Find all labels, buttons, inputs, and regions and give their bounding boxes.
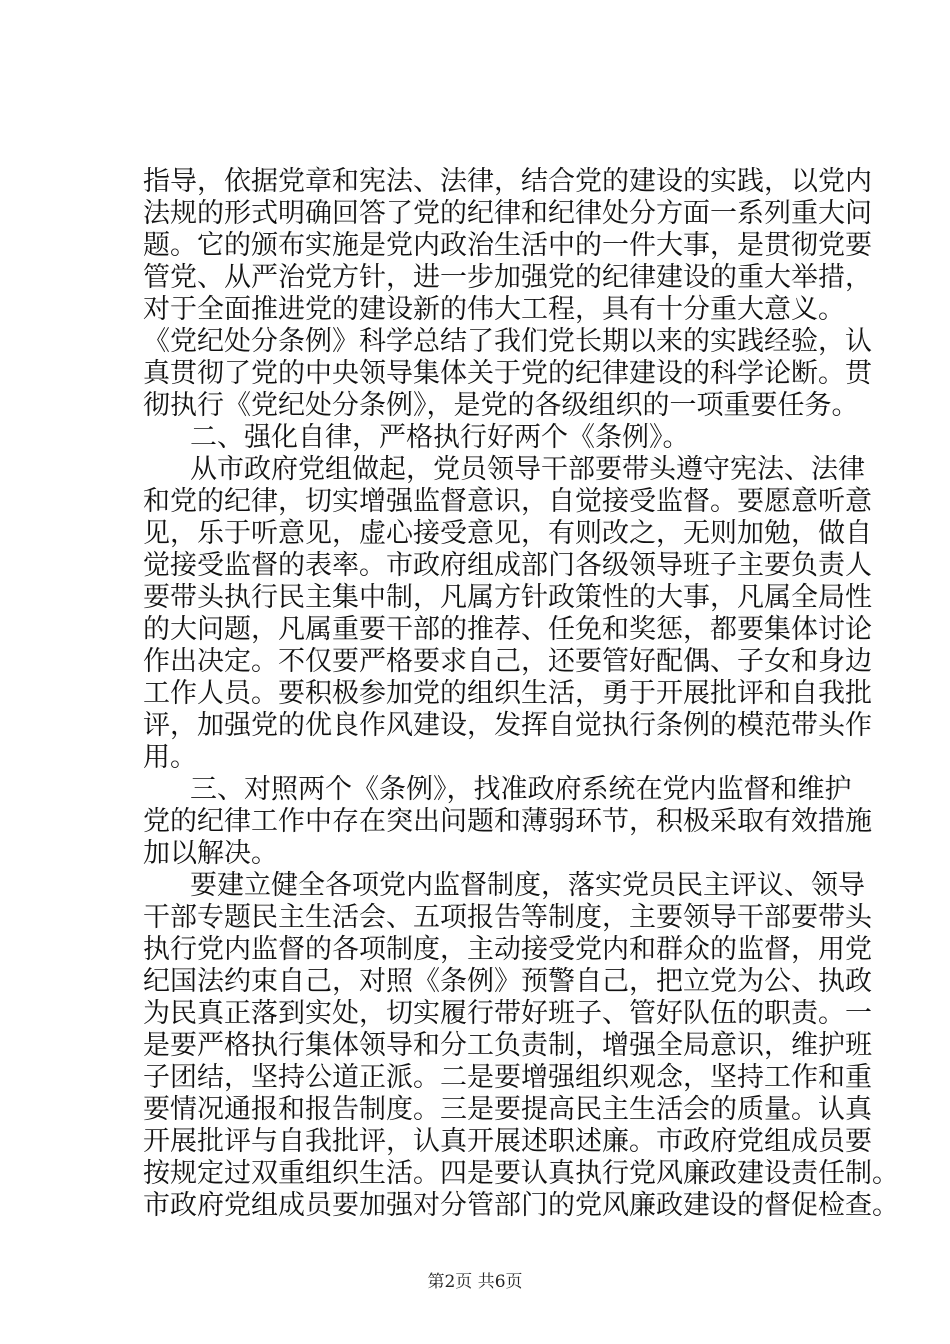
text-line: 彻执行《党纪处分条例》，是党的各级组织的一项重要任务。 — [143, 390, 859, 421]
text-line: 评，加强党的优良作风建设，发挥自觉执行条例的模范带头作 — [143, 710, 872, 741]
text-line: 为民真正落到实处，切实履行带好班子、管好队伍的职责。一 — [143, 998, 872, 1029]
text-line: 对于全面推进党的建设新的伟大工程，具有十分重大意义。 — [143, 294, 845, 325]
text-line: 从市政府党组做起，党员领导干部要带头遵守宪法、法律 — [190, 454, 865, 485]
text-line: 按规定过双重组织生活。四是要认真执行党风廉政建设责任制。 — [143, 1158, 899, 1189]
text-line: 干部专题民主生活会、五项报告等制度，主要领导干部要带头 — [143, 902, 872, 933]
text-line: 指导，依据党章和宪法、法律，结合党的建设的实践，以党内 — [143, 166, 872, 197]
section-heading: 二、强化自律，严格执行好两个《条例》。 — [190, 422, 690, 453]
text-line: 见，乐于听意见，虚心接受意见，有则改之，无则加勉，做自 — [143, 518, 872, 549]
text-line: 子团结，坚持公道正派。二是要增强组织观念，坚持工作和重 — [143, 1062, 872, 1093]
text-line: 开展批评与自我批评，认真开展述职述廉。市政府党组成员要 — [143, 1126, 872, 1157]
text-line: 用。 — [143, 742, 197, 773]
text-line: 管党、从严治党方针，进一步加强党的纪律建设的重大举措， — [143, 262, 872, 293]
text-line: 作出决定。不仅要严格要求自己，还要管好配偶、子女和身边 — [143, 646, 872, 677]
text-line: 党的纪律工作中存在突出问题和薄弱环节，积极采取有效措施 — [143, 806, 872, 837]
section-heading: 三、对照两个《条例》，找准政府系统在党内监督和维护 — [190, 774, 852, 805]
text-line: 真贯彻了党的中央领导集体关于党的纪律建设的科学论断。贯 — [143, 358, 872, 389]
text-line: 要带头执行民主集中制，凡属方针政策性的大事，凡属全局性 — [143, 582, 872, 613]
text-line: 纪国法约束自己，对照《条例》预警自己，把立党为公、执政 — [143, 966, 872, 997]
text-line: 题。它的颁布实施是党内政治生活中的一件大事，是贯彻党要 — [143, 230, 872, 261]
text-line: 的大问题，凡属重要干部的推荐、任免和奖惩，都要集体讨论 — [143, 614, 872, 645]
text-line: 觉接受监督的表率。市政府组成部门各级领导班子主要负责人 — [143, 550, 872, 581]
text-line: 要情况通报和报告制度。三是要提高民主生活会的质量。认真 — [143, 1094, 872, 1125]
text-line: 法规的形式明确回答了党的纪律和纪律处分方面一系列重大问 — [143, 198, 872, 229]
text-line: 执行党内监督的各项制度，主动接受党内和群众的监督，用党 — [143, 934, 872, 965]
text-line: 要建立健全各项党内监督制度，落实党员民主评议、领导 — [190, 870, 865, 901]
text-line: 加以解决。 — [143, 838, 278, 869]
text-line: 是要严格执行集体领导和分工负责制，增强全局意识，维护班 — [143, 1030, 872, 1061]
text-line: 《党纪处分条例》科学总结了我们党长期以来的实践经验，认 — [143, 326, 872, 357]
text-line: 工作人员。要积极参加党的组织生活，勇于开展批评和自我批 — [143, 678, 872, 709]
text-line: 和党的纪律，切实增强监督意识，自觉接受监督。要愿意听意 — [143, 486, 872, 517]
page-footer: 第2页 共6页 — [427, 1272, 523, 1292]
text-line: 市政府党组成员要加强对分管部门的党风廉政建设的督促检查。 — [143, 1190, 899, 1221]
